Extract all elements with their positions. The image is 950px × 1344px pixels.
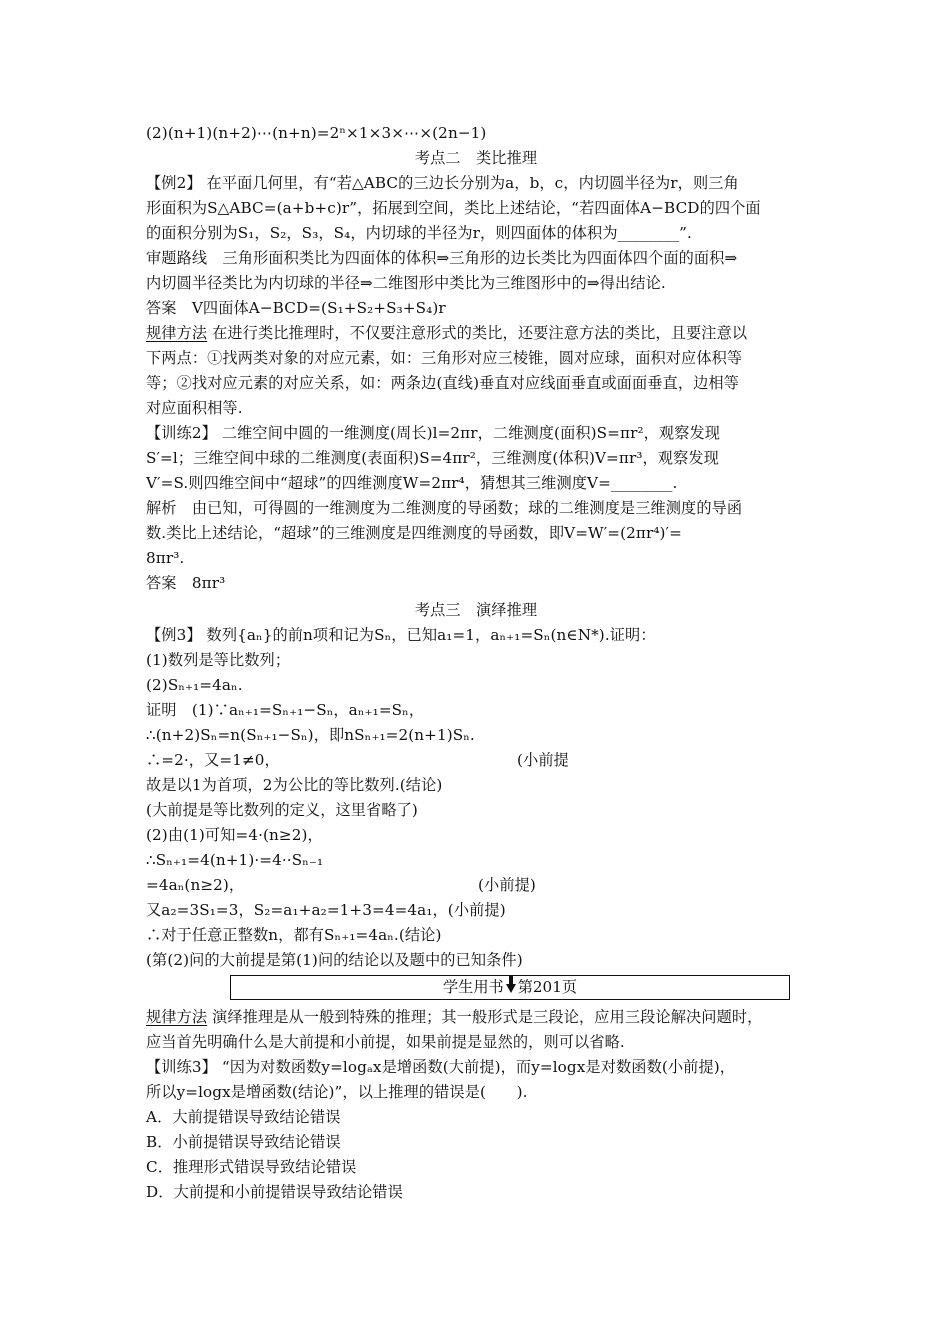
training-3-line-2: 所以y=logx是增函数(结论)”，以上推理的错误是( ). — [146, 1083, 528, 1101]
training-2-line-3: V′=S.则四维空间中“超球”的四维测度W=2πr⁴，猜想其三维测度V=________. — [146, 474, 678, 492]
method-2-line-2: 应当首先明确什么是大前提和小前提，如果前提是显然的，则可以省略. — [146, 1033, 625, 1051]
method-label: 规律方法 — [146, 324, 208, 342]
proof-line-7: ∴Sₙ₊₁=4(n+1)·=4··Sₙ₋₁ — [146, 851, 324, 869]
proof-line-3: ∴=2·，又=1≠0， (小前提 — [146, 751, 569, 769]
example-2-line-3: 的面积分别为S₁，S₂，S₃，S₄，内切球的半径为r，则四面体的体积为________”. — [146, 224, 692, 242]
method-line-2: 下两点：①找两类对象的对应元素，如：三角形对应三棱锥，圆对应球，面积对应体积等 — [146, 349, 743, 367]
analysis-line-1: 解析 由已知，可得圆的一维测度为二维测度的导函数；球的二维测度是三维测度的导函 — [146, 499, 743, 517]
method-label: 规律方法 — [146, 1008, 208, 1026]
training-2-line-2: S′=l；三维空间中球的二维测度(表面积)S=4πr²，三维测度(体积)V=πr³，观察发现 — [146, 449, 719, 467]
option-a: A．大前提错误导致结论错误 — [146, 1108, 341, 1126]
formula-line: (2)(n+1)(n+2)⋯(n+n)=2ⁿ×1×3×⋯×(2n−1) — [146, 124, 487, 142]
answer-2: 答案 V四面体A−BCD=(S₁+S₂+S₃+S₄)r — [146, 299, 446, 317]
proof-line-6: (2)由(1)可知=4·(n≥2)， — [146, 826, 323, 844]
proof-line-4: 故是以1为首项，2为公比的等比数列.(结论) — [146, 776, 443, 794]
example-3-part-2: (2)Sₙ₊₁=4aₙ. — [146, 676, 243, 694]
example-2-line-1: 【例2】 在平面几何里，有“若△ABC的三边长分别为a，b，c，内切圆半径为r，则三角 — [146, 174, 739, 192]
option-d: D．大前提和小前提错误导致结论错误 — [146, 1183, 403, 1201]
example-2-line-2: 形面积为S△ABC=(a+b+c)r”，拓展到空间，类比上述结论，“若四面体A−BCD的四个面 — [146, 199, 761, 217]
method-line-4: 对应面积相等. — [146, 399, 243, 417]
page-reference-banner: 学生用书 第201页 — [230, 975, 790, 1000]
proof-line-1: 证明 (1)∵aₙ₊₁=Sₙ₊₁−Sₙ，aₙ₊₁=Sₙ， — [146, 701, 425, 719]
down-arrow-icon — [506, 984, 516, 993]
proof-line-8: =4aₙ(n≥2)， (小前提) — [146, 876, 536, 894]
method-line-3: 等；②找对应元素的对应关系，如：两条边(直线)垂直对应线面垂直或面面垂直，边相等 — [146, 374, 739, 392]
example-3-line-1: 【例3】 数列{aₙ}的前n项和记为Sₙ，已知a₁=1，aₙ₊₁=Sₙ(n∈N*).证明： — [146, 626, 656, 644]
method-line-1: 规律方法 在进行类比推理时，不仅要注意形式的类比，还要注意方法的类比，且要注意以 — [146, 324, 748, 342]
training-2-line-1: 【训练2】 二维空间中圆的一维测度(周长)l=2πr，二维测度(面积)S=πr²，观察发现 — [146, 424, 721, 442]
proof-line-5: (大前提是等比数列的定义，这里省略了) — [146, 801, 418, 819]
proof-line-9: 又a₂=3S₁=3，S₂=a₁+a₂=1+3=4=4a₁，(小前提) — [146, 901, 506, 919]
analysis-line-2: 数.类比上述结论，“超球”的三维测度是四维测度的导函数，即V=W′=(2πr⁴)′= — [146, 524, 682, 542]
answer-training-2: 答案 8πr³ — [146, 574, 226, 592]
proof-line-10: ∴对于任意正整数n，都有Sₙ₊₁=4aₙ.(结论) — [146, 926, 442, 944]
option-c: C．推理形式错误导致结论错误 — [146, 1158, 357, 1176]
example-3-part-1: (1)数列是等比数列； — [146, 651, 291, 669]
section-heading-2: 考点二 类比推理 — [414, 149, 538, 167]
review-route-line-1: 审题路线 三角形面积类比为四面体的体积⇒三角形的边长类比为四面体四个面的面积⇒ — [146, 249, 738, 267]
method-2-line-1: 规律方法 演绎推理是从一般到特殊的推理；其一般形式是三段论，应用三段论解决问题时， — [146, 1008, 763, 1026]
training-3-line-1: 【训练3】 “因为对数函数y=logₐx是增函数(大前提)，而y=logx是对数函数(小前提)， — [146, 1058, 736, 1076]
review-route-line-2: 内切圆半径类比为内切球的半径⇒二维图形中类比为三维图形中的⇒得出结论. — [146, 274, 666, 292]
proof-line-11: (第(2)问的大前提是第(1)问的结论以及题中的已知条件) — [146, 951, 523, 969]
proof-line-2: ∴(n+2)Sₙ=n(Sₙ₊₁−Sₙ)，即nSₙ₊₁=2(n+1)Sₙ. — [146, 726, 475, 744]
option-b: B．小前提错误导致结论错误 — [146, 1133, 341, 1151]
section-heading-3: 考点三 演绎推理 — [414, 601, 538, 619]
analysis-line-3: 8πr³. — [146, 549, 185, 567]
